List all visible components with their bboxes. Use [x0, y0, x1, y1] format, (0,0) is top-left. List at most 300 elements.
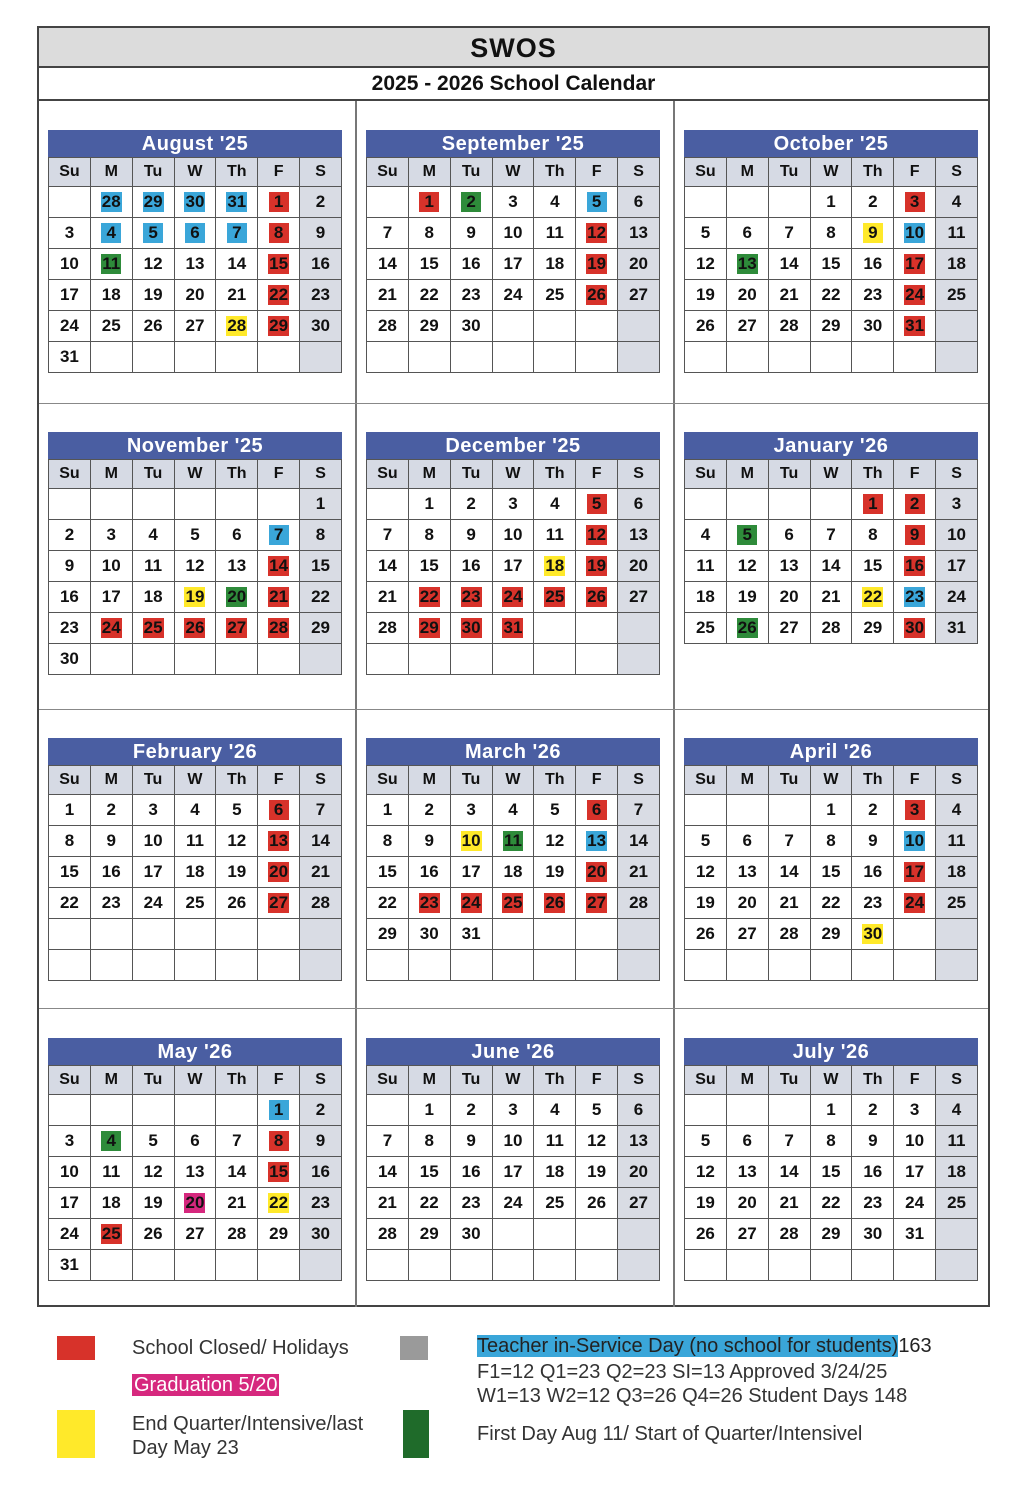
day-number: 21	[377, 1193, 397, 1212]
day-cell	[936, 795, 978, 826]
day-number: 27	[737, 316, 757, 335]
day-number: 22	[419, 285, 439, 304]
weekday-header: Tu	[768, 1066, 810, 1095]
day-number: 21	[269, 587, 289, 606]
day-cell	[534, 826, 576, 857]
week-row	[685, 613, 978, 644]
day-number: 5	[550, 800, 560, 819]
day-cell	[367, 888, 409, 919]
day-number: 5	[587, 494, 607, 514]
day-number: 31	[461, 924, 481, 943]
day-cell	[90, 795, 132, 826]
month-calendar	[684, 432, 978, 644]
weekday-header: M	[726, 1066, 768, 1095]
day-cell	[492, 857, 534, 888]
day-number: 3	[951, 494, 962, 513]
day-cell	[300, 280, 342, 311]
day-number: 25	[185, 893, 205, 912]
day-number: 4	[550, 192, 560, 211]
day-cell	[726, 919, 768, 950]
day-cell	[90, 520, 132, 551]
day-number: 29	[377, 924, 397, 943]
day-cell	[216, 249, 258, 280]
day-number: 9	[868, 1131, 878, 1150]
day-cell	[450, 342, 492, 373]
day-cell	[367, 826, 409, 857]
day-number: 26	[587, 587, 607, 606]
day-number: 28	[779, 1224, 799, 1243]
day-cell	[618, 489, 660, 520]
day-number: 20	[737, 285, 757, 304]
day-cell	[132, 342, 174, 373]
weekday-header: F	[894, 766, 936, 795]
day-number: 28	[311, 893, 330, 912]
day-cell	[300, 1095, 342, 1126]
week-row	[49, 613, 342, 644]
day-cell	[49, 1095, 91, 1126]
day-cell	[408, 1250, 450, 1281]
day-cell	[936, 1126, 978, 1157]
week-row	[685, 249, 978, 280]
weekday-header: S	[300, 158, 342, 187]
day-cell	[726, 1250, 768, 1281]
weekday-header: S	[618, 158, 660, 187]
day-cell	[618, 551, 660, 582]
day-cell	[534, 520, 576, 551]
day-number: 10	[905, 831, 925, 850]
weekday-header: Tu	[450, 1066, 492, 1095]
day-number: 25	[947, 1193, 966, 1212]
day-cell	[216, 342, 258, 373]
day-cell	[132, 950, 174, 981]
day-number: 6	[269, 800, 289, 820]
day-cell	[618, 1157, 660, 1188]
day-cell	[258, 826, 300, 857]
day-number: 14	[311, 831, 330, 850]
month-calendar	[48, 1038, 342, 1281]
day-number: 8	[64, 831, 75, 850]
day-number: 15	[269, 254, 289, 273]
day-cell	[300, 582, 342, 613]
day-number: 2	[466, 494, 476, 513]
day-cell	[492, 613, 534, 644]
day-number: 9	[466, 223, 476, 242]
day-cell	[534, 950, 576, 981]
day-cell	[534, 342, 576, 373]
day-number: 9	[424, 831, 434, 850]
week-row	[685, 582, 978, 613]
week-row	[685, 1095, 978, 1126]
day-cell	[258, 795, 300, 826]
weekday-header: W	[174, 1066, 216, 1095]
day-number: 19	[695, 285, 715, 304]
day-cell	[408, 582, 450, 613]
day-cell	[90, 551, 132, 582]
day-cell	[894, 950, 936, 981]
day-cell	[852, 551, 894, 582]
day-cell	[618, 1095, 660, 1126]
day-cell	[576, 613, 618, 644]
day-cell	[258, 1188, 300, 1219]
month-title: August '25	[48, 130, 342, 157]
day-number: 28	[227, 1224, 247, 1243]
day-number: 28	[629, 893, 648, 912]
day-cell	[174, 187, 216, 218]
day-number: 20	[779, 587, 799, 606]
day-cell	[936, 342, 978, 373]
weekday-header: W	[810, 1066, 852, 1095]
day-number: 25	[545, 285, 565, 304]
day-cell	[300, 249, 342, 280]
month-title: March '26	[366, 738, 660, 765]
day-cell	[300, 613, 342, 644]
day-number: 31	[59, 347, 79, 366]
day-number: 14	[629, 831, 648, 850]
day-number: 18	[947, 1162, 966, 1181]
day-number: 29	[419, 618, 439, 637]
week-row	[685, 311, 978, 342]
day-number: 28	[779, 924, 799, 943]
day-cell	[367, 613, 409, 644]
day-number: 8	[826, 831, 836, 850]
week-row	[685, 551, 978, 582]
day-cell	[768, 249, 810, 280]
day-number: 1	[826, 1100, 836, 1119]
day-number: 14	[779, 254, 799, 273]
weekday-header: F	[576, 460, 618, 489]
day-number: 28	[377, 1224, 397, 1243]
day-number: 13	[227, 556, 247, 575]
day-cell	[492, 280, 534, 311]
day-number: 13	[629, 525, 648, 544]
weekday-header: F	[894, 1066, 936, 1095]
day-cell	[534, 644, 576, 675]
day-number: 9	[466, 525, 476, 544]
day-cell	[685, 311, 727, 342]
weekday-header: Tu	[132, 460, 174, 489]
week-row	[49, 1250, 342, 1281]
weekday-header: W	[492, 1066, 534, 1095]
day-cell	[216, 489, 258, 520]
day-cell	[685, 795, 727, 826]
day-number: 10	[143, 831, 163, 850]
day-cell	[618, 218, 660, 249]
day-number: 26	[737, 618, 757, 637]
day-cell	[367, 551, 409, 582]
day-number: 24	[143, 893, 163, 912]
day-number: 10	[503, 223, 523, 242]
week-row	[685, 280, 978, 311]
day-number: 13	[587, 831, 607, 850]
day-number: 17	[905, 254, 925, 273]
day-cell	[768, 950, 810, 981]
day-cell	[894, 582, 936, 613]
day-cell	[894, 1188, 936, 1219]
month-calendar	[684, 1038, 978, 1281]
day-number: 8	[269, 223, 289, 243]
day-number: 28	[377, 618, 397, 637]
day-cell	[618, 520, 660, 551]
day-cell	[936, 950, 978, 981]
week-row	[685, 520, 978, 551]
day-number: 19	[587, 556, 607, 575]
day-number: 7	[232, 1131, 242, 1150]
day-cell	[258, 582, 300, 613]
day-cell	[90, 489, 132, 520]
day-number: 27	[737, 924, 757, 943]
day-cell	[258, 919, 300, 950]
day-cell	[576, 1126, 618, 1157]
weekday-header: S	[936, 158, 978, 187]
week-row	[367, 826, 660, 857]
day-number: 31	[503, 618, 523, 637]
week-row	[685, 919, 978, 950]
day-cell	[49, 187, 91, 218]
day-number: 27	[629, 1193, 648, 1212]
day-number: 9	[64, 556, 75, 575]
weekday-header: M	[726, 158, 768, 187]
week-row	[685, 489, 978, 520]
day-cell	[618, 919, 660, 950]
day-number: 30	[59, 649, 79, 668]
day-cell	[367, 919, 409, 950]
column-divider	[355, 101, 357, 1307]
day-number: 4	[101, 1131, 121, 1151]
weekday-header: Tu	[450, 460, 492, 489]
day-cell	[768, 826, 810, 857]
day-cell	[852, 249, 894, 280]
day-cell	[492, 551, 534, 582]
day-cell	[132, 1126, 174, 1157]
day-cell	[216, 826, 258, 857]
day-cell	[768, 1095, 810, 1126]
day-number: 5	[148, 1131, 158, 1150]
month-calendar	[366, 1038, 660, 1281]
day-number: 12	[695, 1162, 715, 1181]
day-number: 21	[377, 587, 397, 606]
weekday-header: Su	[367, 766, 409, 795]
day-cell	[174, 1126, 216, 1157]
day-cell	[618, 644, 660, 675]
day-number: 23	[905, 587, 925, 606]
day-cell	[768, 613, 810, 644]
weekday-header: F	[258, 460, 300, 489]
school-title: SWOS	[39, 28, 988, 68]
day-cell	[174, 1250, 216, 1281]
day-cell	[492, 950, 534, 981]
day-cell	[216, 551, 258, 582]
week-row	[49, 489, 342, 520]
day-number: 12	[695, 862, 715, 881]
weekday-header: Th	[534, 460, 576, 489]
day-number: 24	[59, 316, 79, 335]
day-number: 11	[947, 1131, 966, 1150]
day-cell	[174, 489, 216, 520]
day-cell	[174, 1157, 216, 1188]
day-cell	[534, 1126, 576, 1157]
week-row	[367, 888, 660, 919]
weekday-header: Su	[685, 766, 727, 795]
day-cell	[450, 919, 492, 950]
day-number: 10	[101, 556, 121, 575]
week-row	[367, 1250, 660, 1281]
day-number: 11	[947, 223, 966, 242]
day-cell	[810, 489, 852, 520]
day-cell	[367, 342, 409, 373]
first-day-label: First Day Aug 11/ Start of Quarter/Intensivel	[477, 1423, 863, 1445]
day-cell	[90, 857, 132, 888]
day-number: 21	[779, 1193, 799, 1212]
day-cell	[300, 489, 342, 520]
day-cell	[492, 795, 534, 826]
day-number: 27	[737, 1224, 757, 1243]
counts-line-1: F1=12 Q1=23 Q2=23 SI=13 Approved 3/24/25	[477, 1361, 888, 1383]
month-calendar	[684, 738, 978, 981]
day-cell	[132, 551, 174, 582]
day-cell	[852, 888, 894, 919]
day-number: 17	[101, 587, 121, 606]
day-number: 15	[419, 556, 439, 575]
day-cell	[685, 1250, 727, 1281]
day-number: 17	[59, 1193, 79, 1212]
day-number: 28	[779, 316, 799, 335]
day-cell	[534, 613, 576, 644]
day-number: 23	[461, 285, 481, 304]
legend	[0, 1328, 1022, 1478]
day-number: 31	[905, 1224, 925, 1243]
day-number: 16	[863, 254, 883, 273]
weekday-header: W	[492, 460, 534, 489]
day-number: 4	[508, 800, 518, 819]
day-number: 21	[629, 862, 648, 881]
week-row	[49, 1157, 342, 1188]
day-number: 7	[784, 1131, 794, 1150]
weekday-header: Tu	[768, 460, 810, 489]
weekday-header: W	[174, 158, 216, 187]
day-cell	[534, 311, 576, 342]
weekday-header: S	[300, 766, 342, 795]
day-cell	[174, 249, 216, 280]
weekday-header: F	[258, 158, 300, 187]
week-row	[49, 644, 342, 675]
day-number: 23	[863, 893, 883, 912]
weekday-header: Th	[852, 1066, 894, 1095]
day-cell	[132, 826, 174, 857]
week-row	[685, 1157, 978, 1188]
day-cell	[768, 795, 810, 826]
day-number: 26	[143, 316, 163, 335]
weekday-header: M	[408, 460, 450, 489]
day-number: 5	[700, 831, 711, 850]
day-number: 25	[101, 1224, 121, 1243]
weekday-header: F	[258, 1066, 300, 1095]
day-cell	[408, 489, 450, 520]
day-number: 15	[419, 1162, 439, 1181]
day-cell	[408, 888, 450, 919]
day-number: 10	[905, 223, 925, 242]
day-cell	[90, 950, 132, 981]
day-cell	[216, 950, 258, 981]
day-number: 23	[863, 285, 883, 304]
day-number: 25	[947, 285, 966, 304]
day-cell	[258, 857, 300, 888]
day-cell	[618, 342, 660, 373]
day-number: 25	[545, 1193, 565, 1212]
day-cell	[852, 826, 894, 857]
day-number: 22	[821, 893, 841, 912]
day-cell	[768, 1219, 810, 1250]
weekday-header: M	[408, 158, 450, 187]
day-number: 16	[461, 1162, 481, 1181]
day-cell	[936, 613, 978, 644]
day-number: 3	[508, 192, 518, 211]
day-cell	[216, 1219, 258, 1250]
day-cell	[534, 795, 576, 826]
day-number: 23	[461, 587, 481, 606]
day-number: 3	[508, 494, 518, 513]
week-row	[685, 950, 978, 981]
weekday-header: S	[300, 460, 342, 489]
week-row	[49, 826, 342, 857]
weekday-header: S	[618, 460, 660, 489]
day-number: 8	[868, 525, 878, 544]
day-cell	[618, 1250, 660, 1281]
day-number: 24	[503, 587, 523, 606]
day-number: 7	[826, 525, 836, 544]
day-number: 9	[106, 831, 116, 850]
day-number: 8	[382, 831, 393, 850]
day-number: 20	[629, 1162, 648, 1181]
day-number: 20	[185, 285, 205, 304]
day-cell	[894, 311, 936, 342]
day-number: 16	[311, 1162, 330, 1181]
day-number: 20	[269, 862, 289, 881]
day-number: 2	[461, 192, 481, 212]
day-cell	[90, 1157, 132, 1188]
day-number: 7	[784, 831, 794, 850]
day-cell	[492, 342, 534, 373]
day-cell	[576, 187, 618, 218]
day-number: 9	[315, 223, 326, 242]
day-cell	[936, 1188, 978, 1219]
day-number: 20	[737, 1193, 757, 1212]
day-cell	[618, 249, 660, 280]
day-cell	[726, 826, 768, 857]
day-cell	[49, 613, 91, 644]
day-cell	[810, 218, 852, 249]
day-number: 6	[232, 525, 242, 544]
day-number: 4	[550, 494, 560, 513]
day-number: 23	[311, 1193, 330, 1212]
day-number: 10	[59, 254, 79, 273]
day-number: 18	[185, 862, 205, 881]
day-cell	[132, 218, 174, 249]
day-cell	[894, 489, 936, 520]
day-cell	[936, 582, 978, 613]
day-cell	[49, 249, 91, 280]
day-number: 16	[101, 862, 121, 881]
week-row	[367, 613, 660, 644]
day-number: 1	[424, 494, 434, 513]
day-number: 9	[466, 1131, 476, 1150]
day-cell	[726, 520, 768, 551]
day-number: 7	[382, 223, 393, 242]
week-row	[367, 1157, 660, 1188]
day-number: 29	[863, 618, 883, 637]
day-cell	[49, 1219, 91, 1250]
row-divider	[39, 709, 988, 710]
day-cell	[492, 187, 534, 218]
